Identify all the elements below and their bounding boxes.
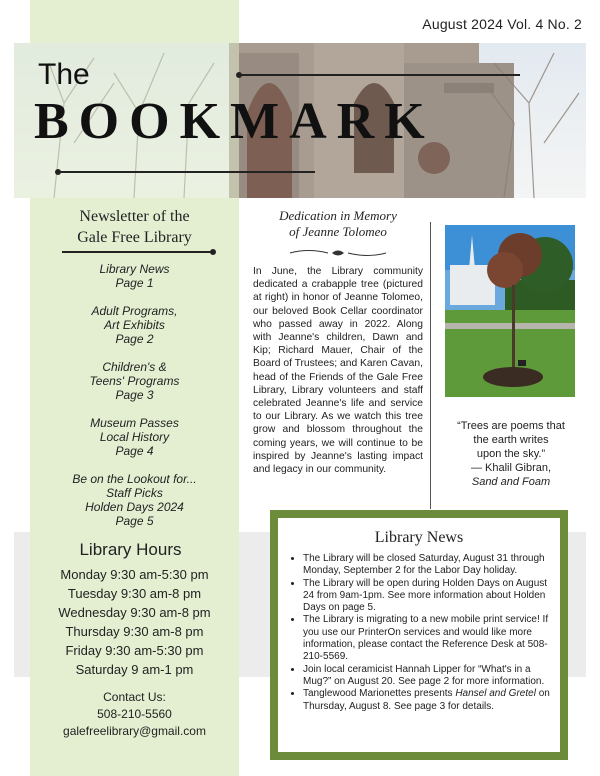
news-item: • Tanglewood Marionettes presents Hansel and Gretel on Thursday, August 8. See page 3 for details. bbox=[303, 688, 552, 713]
hours-row: Monday 9:30 am-5:30 pm bbox=[60, 567, 209, 582]
masthead-the: The bbox=[38, 58, 90, 91]
contact-email[interactable]: galefreelibrary@gmail.com bbox=[63, 724, 206, 738]
news-item: • The Library will be open during Holden Days on August 24 from 9am-1pm. See more information about Holden Days on page 5. bbox=[303, 578, 552, 615]
show-title: Hansel and Gretel bbox=[455, 688, 536, 700]
masthead-title: BOOKMARK bbox=[34, 93, 435, 150]
hours-row: Friday 9:30 am-5:30 pm bbox=[65, 643, 204, 658]
library-news-inner bbox=[278, 518, 560, 752]
flourish-divider bbox=[288, 248, 388, 258]
table-of-contents bbox=[30, 262, 239, 542]
gibran-quote: “Trees are poems that the earth writes upon the sky.” — Khalil Gibran, Sand and Foam bbox=[446, 419, 576, 489]
hours-row: Thursday 9:30 am-8 pm bbox=[65, 624, 204, 639]
toc-entry[interactable]: Children's & Teens' Programs Page 3 bbox=[89, 360, 180, 402]
contact-phone[interactable]: 508-210-5560 bbox=[97, 707, 172, 721]
contact-label: Contact Us: bbox=[103, 690, 166, 704]
library-news-box bbox=[270, 510, 568, 760]
quote-source: Sand and Foam bbox=[471, 476, 551, 488]
dedication-body: In June, the Library community dedicated a crabapple tree (pictured at right) in honor of Jeanne Tolomeo, our beloved Book Cellar coordinator who passed away in 2022. Along with Jeanne's children, Dawn and Kip; Richard Mauer, Chair of the Board of Trustees; and Karen Cavan, head of the Friends of the Gale Free Library, Library volunteers and staff celebrated Jeanne's life and service to our Library. As we watch this tree grow and blossom throughout the coming years, we will continue to be inspired by Jeanne's lasting impact and legacy in our community. bbox=[253, 266, 423, 476]
news-item: • The Library will be closed Saturday, August 31 through Monday, September 2 for the Labor Day holiday. bbox=[303, 553, 552, 578]
toc-entry[interactable]: Museum Passes Local History Page 4 bbox=[90, 416, 179, 458]
library-hours bbox=[30, 540, 239, 679]
quote-author: — Khalil Gibran, bbox=[470, 462, 552, 474]
library-news-title: Library News bbox=[374, 529, 464, 546]
column-divider bbox=[430, 222, 431, 509]
dedication-title: Dedication in Memory of Jeanne Tolomeo bbox=[279, 208, 397, 239]
hours-row: Wednesday 9:30 am-8 pm bbox=[58, 605, 211, 620]
toc-entry[interactable]: Library News Page 1 bbox=[99, 262, 170, 290]
masthead-rule-bottom bbox=[57, 171, 315, 173]
hours-title: Library Hours bbox=[79, 540, 182, 559]
hours-row: Saturday 9 am-1 pm bbox=[75, 662, 194, 677]
toc-entry[interactable]: Adult Programs, Art Exhibits Page 2 bbox=[91, 304, 178, 346]
contact-info bbox=[30, 689, 239, 740]
hours-row: Tuesday 9:30 am-8 pm bbox=[67, 586, 202, 601]
issue-info: August 2024 Vol. 4 No. 2 bbox=[422, 16, 582, 32]
crabapple-tree-photo bbox=[445, 225, 575, 397]
masthead-rule-top bbox=[238, 74, 520, 76]
newsletter-rule bbox=[62, 251, 214, 253]
news-item: • The Library is migrating to a new mobile print service! If you use our PrinterOn services and would like more information, please contact the Reference Desk at 508-210-5569. bbox=[303, 614, 552, 663]
library-news-list bbox=[278, 553, 560, 713]
news-item: • Join local ceramicist Hannah Lipper for “What's in a Mug?” on August 20. See page 2 for more information. bbox=[303, 664, 552, 689]
toc-entry[interactable]: Be on the Lookout for... Staff Picks Holden Days 2024 Page 5 bbox=[72, 472, 197, 528]
newsletter-title: Newsletter of the Gale Free Library bbox=[77, 208, 192, 246]
